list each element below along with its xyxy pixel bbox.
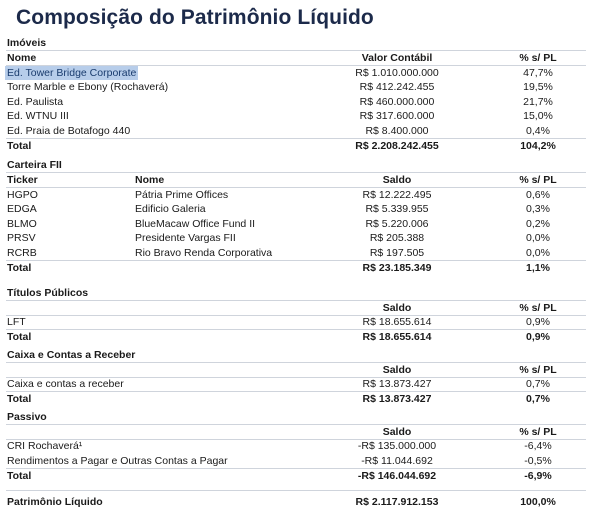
row-pct: 0,7% <box>526 378 550 390</box>
section-caixa-title <box>0 348 611 362</box>
table-row <box>0 124 611 138</box>
table-row <box>0 454 611 468</box>
section-label: Passivo <box>7 411 47 423</box>
total-pct: 0,7% <box>526 393 550 405</box>
header-value: Saldo <box>382 302 412 314</box>
table-row <box>0 315 611 329</box>
row-name: Torre Marble e Ebony (Rochaverá) <box>7 81 169 93</box>
row-value: R$ 317.600.000 <box>359 110 435 122</box>
section-fii-title <box>0 158 611 172</box>
row-pct: 0,9% <box>526 316 550 328</box>
row-value: -R$ 11.044.692 <box>361 455 433 467</box>
row-value: R$ 205.388 <box>369 232 425 244</box>
divider <box>6 490 586 491</box>
row-pct: 47,7% <box>523 67 553 79</box>
table-header <box>0 51 611 65</box>
row-value: -R$ 135.000.000 <box>357 440 437 452</box>
row-pct: 0,3% <box>526 203 550 215</box>
row-pct: 0,2% <box>526 218 550 230</box>
table-row <box>0 377 611 391</box>
header-pct: % s/ PL <box>519 302 557 314</box>
header-value: Saldo <box>382 174 412 186</box>
total-value: R$ 18.655.614 <box>362 331 432 343</box>
total-row <box>0 139 611 153</box>
row-pct: 0,0% <box>526 247 550 259</box>
row-pct: 19,5% <box>523 81 553 93</box>
total-pct: 1,1% <box>526 262 550 274</box>
table-row <box>0 188 611 202</box>
table-row <box>0 246 611 260</box>
row-pct: 0,4% <box>526 125 550 137</box>
total-label: Total <box>7 262 32 274</box>
total-label: Total <box>7 331 32 343</box>
section-imoveis-title <box>0 36 611 50</box>
row-ticker: PRSV <box>7 232 36 244</box>
table-row <box>0 439 611 453</box>
section-label: Títulos Públicos <box>7 287 89 299</box>
row-value: R$ 18.655.614 <box>362 316 432 328</box>
total-value: -R$ 146.044.692 <box>357 470 437 482</box>
total-pct: -6,9% <box>524 470 552 482</box>
row-name: BlueMacaw Office Fund II <box>135 218 256 230</box>
table-row <box>0 80 611 94</box>
section-label: Imóveis <box>7 37 47 49</box>
page-title: Composição do Patrimônio Líquido <box>16 6 374 29</box>
row-name: Rendimentos a Pagar e Outras Contas a Pagar <box>7 455 228 467</box>
section-label: Carteira FII <box>7 159 62 171</box>
row-pct: 15,0% <box>523 110 553 122</box>
row-value: R$ 12.222.495 <box>362 189 432 201</box>
pl-total-row <box>0 495 611 509</box>
row-pct: 0,0% <box>526 232 550 244</box>
header-pct: % s/ PL <box>519 364 557 376</box>
section-passivo-title <box>0 410 611 424</box>
section-titulos-title <box>0 286 611 300</box>
row-name: LFT <box>7 316 26 328</box>
row-name: Caixa e contas a receber <box>7 378 124 390</box>
total-value: R$ 2.208.242.455 <box>355 140 439 152</box>
row-pct: -6,4% <box>524 440 552 452</box>
row-pct: 21,7% <box>523 96 553 108</box>
row-name: Pátria Prime Offices <box>135 189 229 201</box>
row-name: Ed. Praia de Botafogo 440 <box>7 125 131 137</box>
header-value: Saldo <box>382 426 412 438</box>
header-name: Nome <box>135 174 165 186</box>
total-label: Total <box>7 140 32 152</box>
row-ticker: EDGA <box>7 203 37 215</box>
row-ticker: HGPO <box>7 189 38 201</box>
total-pct: 0,9% <box>526 331 550 343</box>
pl-value: R$ 2.117.912.153 <box>355 496 439 508</box>
total-row <box>0 330 611 344</box>
total-row <box>0 469 611 483</box>
table-header <box>0 173 611 187</box>
total-label: Total <box>7 393 32 405</box>
header-pct: % s/ PL <box>519 174 557 186</box>
total-row <box>0 392 611 406</box>
row-name: Edificio Galeria <box>135 203 206 215</box>
table-row <box>0 217 611 231</box>
row-name: Ed. WTNU III <box>7 110 69 122</box>
row-pct: -0,5% <box>524 455 552 467</box>
pl-pct: 100,0% <box>520 496 556 508</box>
row-value: R$ 5.220.006 <box>365 218 429 230</box>
row-value: R$ 412.242.455 <box>359 81 435 93</box>
row-name: Rio Bravo Renda Corporativa <box>135 247 273 259</box>
row-ticker: RCRB <box>7 247 37 259</box>
row-name: Presidente Vargas FII <box>135 232 236 244</box>
row-pct: 0,6% <box>526 189 550 201</box>
header-pct: % s/ PL <box>519 426 557 438</box>
total-label: Total <box>7 470 32 482</box>
header-pct: % s/ PL <box>519 52 557 64</box>
row-value: R$ 460.000.000 <box>359 96 435 108</box>
table-row <box>0 109 611 123</box>
table-row <box>0 202 611 216</box>
total-pct: 104,2% <box>520 140 556 152</box>
total-row <box>0 261 611 275</box>
row-value: R$ 8.400.000 <box>365 125 429 137</box>
row-name: CRI Rochaverá¹ <box>7 440 83 452</box>
section-label: Caixa e Contas a Receber <box>7 349 136 361</box>
total-value: R$ 13.873.427 <box>362 393 432 405</box>
header-name: Nome <box>7 52 37 64</box>
row-value: R$ 1.010.000.000 <box>355 67 439 79</box>
row-ticker: BLMO <box>7 218 37 230</box>
pl-label: Patrimônio Líquido <box>7 496 103 508</box>
table-header <box>0 301 611 315</box>
table-row[interactable] <box>0 66 611 80</box>
header-value: Valor Contábil <box>361 52 433 64</box>
row-value: R$ 13.873.427 <box>362 378 432 390</box>
table-header <box>0 425 611 439</box>
row-value: R$ 5.339.955 <box>365 203 429 215</box>
row-name-selected[interactable]: Ed. Tower Bridge Corporate <box>7 67 137 79</box>
total-value: R$ 23.185.349 <box>362 262 432 274</box>
header-ticker: Ticker <box>7 174 38 186</box>
table-row <box>0 95 611 109</box>
row-name: Ed. Paulista <box>7 96 64 108</box>
header-value: Saldo <box>382 364 412 376</box>
row-value: R$ 197.505 <box>369 247 425 259</box>
table-header <box>0 363 611 377</box>
table-row <box>0 231 611 245</box>
